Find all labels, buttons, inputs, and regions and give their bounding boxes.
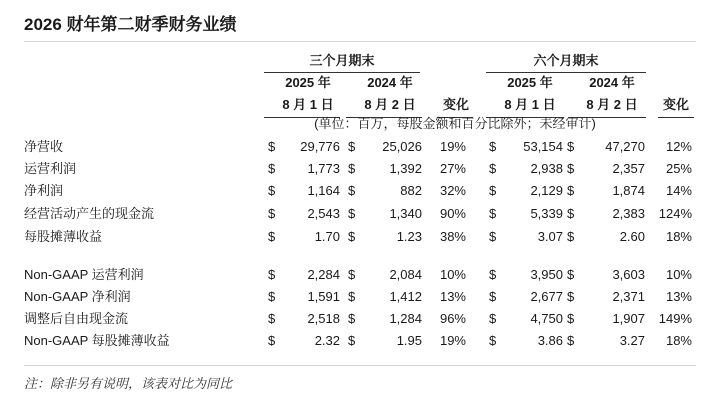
currency-symbol: $ [348,289,356,304]
currency-symbol: $ [268,183,276,198]
currency-symbol: $ [268,311,276,326]
cell-q-2025: 1,164 [307,183,340,198]
col-header-date-2024-h: 8 月 2 日 [586,97,638,112]
cell-h-2025: 2,938 [530,161,563,176]
col-underline [658,117,694,118]
cell-q-2024: 2,084 [389,267,422,282]
cell-q-2025: 2,284 [307,267,340,282]
currency-symbol: $ [348,206,356,221]
cell-q-2025: 2.32 [314,333,340,348]
currency-symbol: $ [348,183,356,198]
currency-symbol: $ [567,139,575,154]
title-divider [24,41,696,42]
footnote: 注：除非另有说明，该表对比为同比 [24,376,233,391]
cell-q-2024: 1,392 [389,161,422,176]
cell-h-2024: 2.60 [619,229,645,244]
col-header-date-2025-h: 8 月 1 日 [504,97,556,112]
currency-symbol: $ [567,333,575,348]
cell-h-change: 124% [658,206,692,221]
currency-symbol: $ [489,333,497,348]
cell-q-change: 10% [439,267,466,282]
row-label: 净利润 [24,183,64,198]
cell-h-2025: 3.86 [537,333,563,348]
cell-q-2025: 29,776 [300,139,340,154]
col-header-year-2024-h: 2024 年 [589,75,635,90]
group-header-six-months: 六个月期末 [486,52,646,73]
currency-symbol: $ [489,206,497,221]
row-label: 每股摊薄收益 [24,229,103,244]
row-label: 净营收 [24,139,64,154]
cell-h-2024: 3.27 [619,333,645,348]
currency-symbol: $ [489,183,497,198]
row-label: Non-GAAP 净利润 [24,289,131,304]
cell-q-2025: 2,518 [307,311,340,326]
cell-h-change: 12% [665,139,692,154]
cell-q-2024: 1,340 [389,206,422,221]
cell-h-change: 25% [665,161,692,176]
cell-h-2025: 5,339 [530,206,563,221]
currency-symbol: $ [567,183,575,198]
currency-symbol: $ [567,161,575,176]
col-header-year-2024-q: 2024 年 [367,75,413,90]
cell-h-2025: 4,750 [530,311,563,326]
cell-q-2025: 1,591 [307,289,340,304]
cell-q-change: 19% [439,333,466,348]
cell-h-2024: 1,874 [612,183,645,198]
cell-q-2025: 2,543 [307,206,340,221]
row-label: 运营利润 [24,161,77,176]
cell-h-2024: 1,907 [612,311,645,326]
currency-symbol: $ [489,229,497,244]
cell-q-2024: 1.23 [396,229,422,244]
currency-symbol: $ [348,333,356,348]
cell-q-change: 96% [439,311,466,326]
currency-symbol: $ [268,289,276,304]
currency-symbol: $ [268,206,276,221]
currency-symbol: $ [348,267,356,282]
currency-symbol: $ [348,229,356,244]
currency-symbol: $ [567,206,575,221]
currency-symbol: $ [268,161,276,176]
col-header-year-2025-h: 2025 年 [507,75,553,90]
cell-h-2025: 2,129 [530,183,563,198]
currency-symbol: $ [268,333,276,348]
unit-note: (单位：百万，每股金额和百分比除外；未经审计) [314,116,596,131]
col-header-change-h: 变化 [662,97,689,112]
currency-symbol: $ [567,229,575,244]
col-header-date-2025-q: 8 月 1 日 [282,97,334,112]
cell-q-change: 13% [439,289,466,304]
currency-symbol: $ [348,139,356,154]
cell-q-2024: 882 [400,183,422,198]
row-label: 经营活动产生的现金流 [24,206,155,221]
currency-symbol: $ [268,139,276,154]
row-label: Non-GAAP 运营利润 [24,267,144,282]
col-header-change-q: 变化 [442,97,469,112]
page-title: 2026 财年第二财季财务业绩 [24,15,237,34]
cell-q-change: 90% [439,206,466,221]
cell-q-2024: 1,412 [389,289,422,304]
cell-h-change: 18% [665,333,692,348]
cell-h-2025: 3,950 [530,267,563,282]
cell-h-change: 14% [665,183,692,198]
col-header-year-2025-q: 2025 年 [285,75,331,90]
currency-symbol: $ [567,267,575,282]
currency-symbol: $ [567,289,575,304]
currency-symbol: $ [489,139,497,154]
cell-q-change: 27% [439,161,466,176]
cell-h-2024: 2,383 [612,206,645,221]
cell-q-2025: 1.70 [314,229,340,244]
cell-h-2024: 47,270 [605,139,645,154]
cell-q-2024: 25,026 [382,139,422,154]
cell-h-change: 18% [665,229,692,244]
cell-h-2024: 2,371 [612,289,645,304]
cell-q-2024: 1.95 [396,333,422,348]
cell-q-2024: 1,284 [389,311,422,326]
cell-q-change: 38% [439,229,466,244]
group-header-three-months: 三个月期末 [264,52,420,73]
currency-symbol: $ [348,311,356,326]
row-label: Non-GAAP 每股摊薄收益 [24,333,170,348]
cell-q-2025: 1,773 [307,161,340,176]
cell-h-change: 149% [658,311,692,326]
footer-divider [24,365,696,366]
row-label: 调整后自由现金流 [24,311,129,326]
cell-h-2024: 2,357 [612,161,645,176]
cell-h-2025: 2,677 [530,289,563,304]
currency-symbol: $ [268,229,276,244]
currency-symbol: $ [489,311,497,326]
currency-symbol: $ [489,267,497,282]
cell-h-2025: 53,154 [523,139,563,154]
cell-h-change: 13% [665,289,692,304]
currency-symbol: $ [489,289,497,304]
cell-h-change: 10% [665,267,692,282]
currency-symbol: $ [268,267,276,282]
currency-symbol: $ [348,161,356,176]
cell-h-2025: 3.07 [537,229,563,244]
currency-symbol: $ [489,161,497,176]
cell-q-change: 19% [439,139,466,154]
cell-h-2024: 3,603 [612,267,645,282]
col-header-date-2024-q: 8 月 2 日 [364,97,416,112]
currency-symbol: $ [567,311,575,326]
cell-q-change: 32% [439,183,466,198]
